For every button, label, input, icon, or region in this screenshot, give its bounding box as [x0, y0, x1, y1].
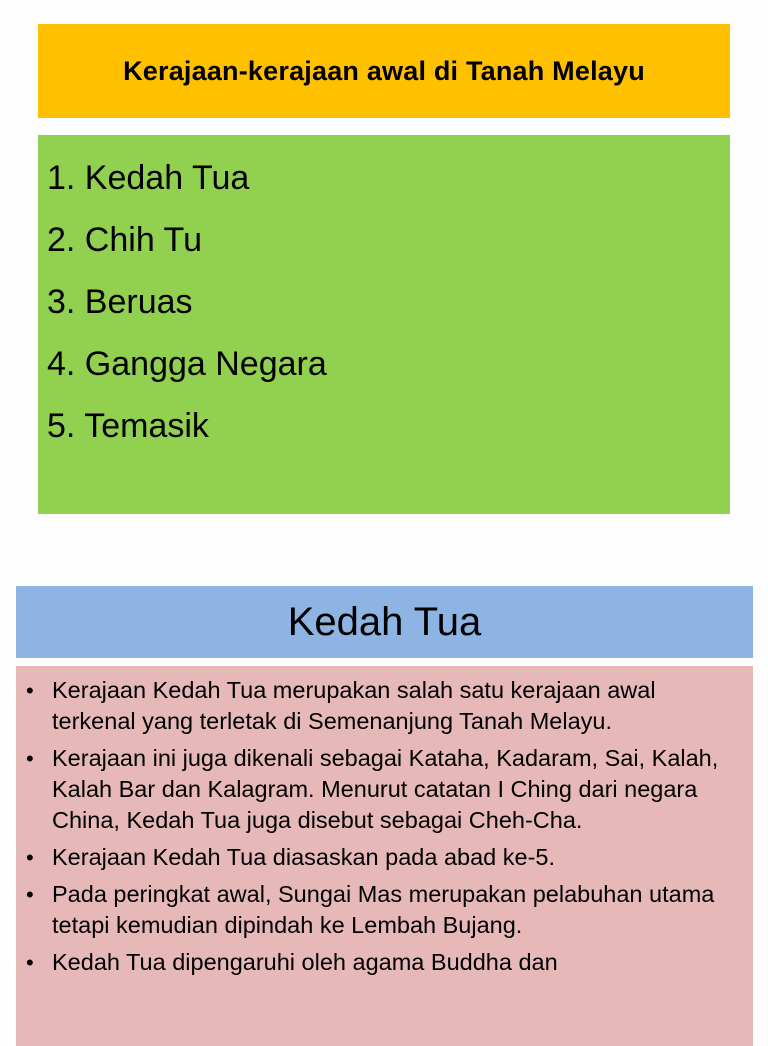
bullet-item: [26, 675, 741, 737]
bullet-dot-icon: •: [26, 746, 34, 771]
bullet-text: Kerajaan Kedah Tua diasaskan pada abad ke-5.: [52, 844, 556, 870]
bullet-dot-icon: •: [26, 882, 34, 907]
bullet-list: [16, 666, 753, 978]
bullet-item: [26, 842, 741, 873]
kingdom-list-item: 3. Beruas: [47, 283, 193, 321]
kingdom-list-panel: [38, 135, 730, 514]
kingdom-list: [38, 135, 730, 457]
bullet-text: Kerajaan ini juga dikenali sebagai Kataha, Kadaram, Sai, Kalah, Kalah Bar dan Kalagram. Menurut catatan I Ching dari negara China, Kedah Tua juga disebut sebagai Cheh-Cha.: [52, 745, 719, 833]
slide2-title-bar: [16, 586, 753, 658]
kingdom-list-item: 4. Gangga Negara: [47, 345, 327, 383]
bullet-text: Kerajaan Kedah Tua merupakan salah satu kerajaan awal terkenal yang terletak di Semenanjung Tanah Melayu.: [52, 677, 656, 734]
bullet-text: Kedah Tua dipengaruhi oleh agama Buddha dan: [52, 949, 558, 975]
kingdom-list-item: 1. Kedah Tua: [47, 159, 250, 197]
bullet-dot-icon: •: [26, 678, 34, 703]
slide1-title: Kerajaan-kerajaan awal di Tanah Melayu: [123, 55, 645, 86]
slide1-title-bar: [38, 24, 730, 118]
bullet-dot-icon: •: [26, 950, 34, 975]
slide2-title: Kedah Tua: [287, 599, 482, 644]
bullet-item: [26, 743, 741, 836]
kingdom-list-item: 2. Chih Tu: [47, 221, 202, 259]
slide2-body-panel: [16, 666, 753, 1046]
bullet-item: [26, 879, 741, 941]
bullet-item: [26, 947, 741, 978]
bullet-text: Pada peringkat awal, Sungai Mas merupakan pelabuhan utama tetapi kemudian dipindah ke Lembah Bujang.: [52, 881, 715, 938]
bullet-dot-icon: •: [26, 845, 34, 870]
kingdom-list-item: 5. Temasik: [47, 407, 209, 445]
